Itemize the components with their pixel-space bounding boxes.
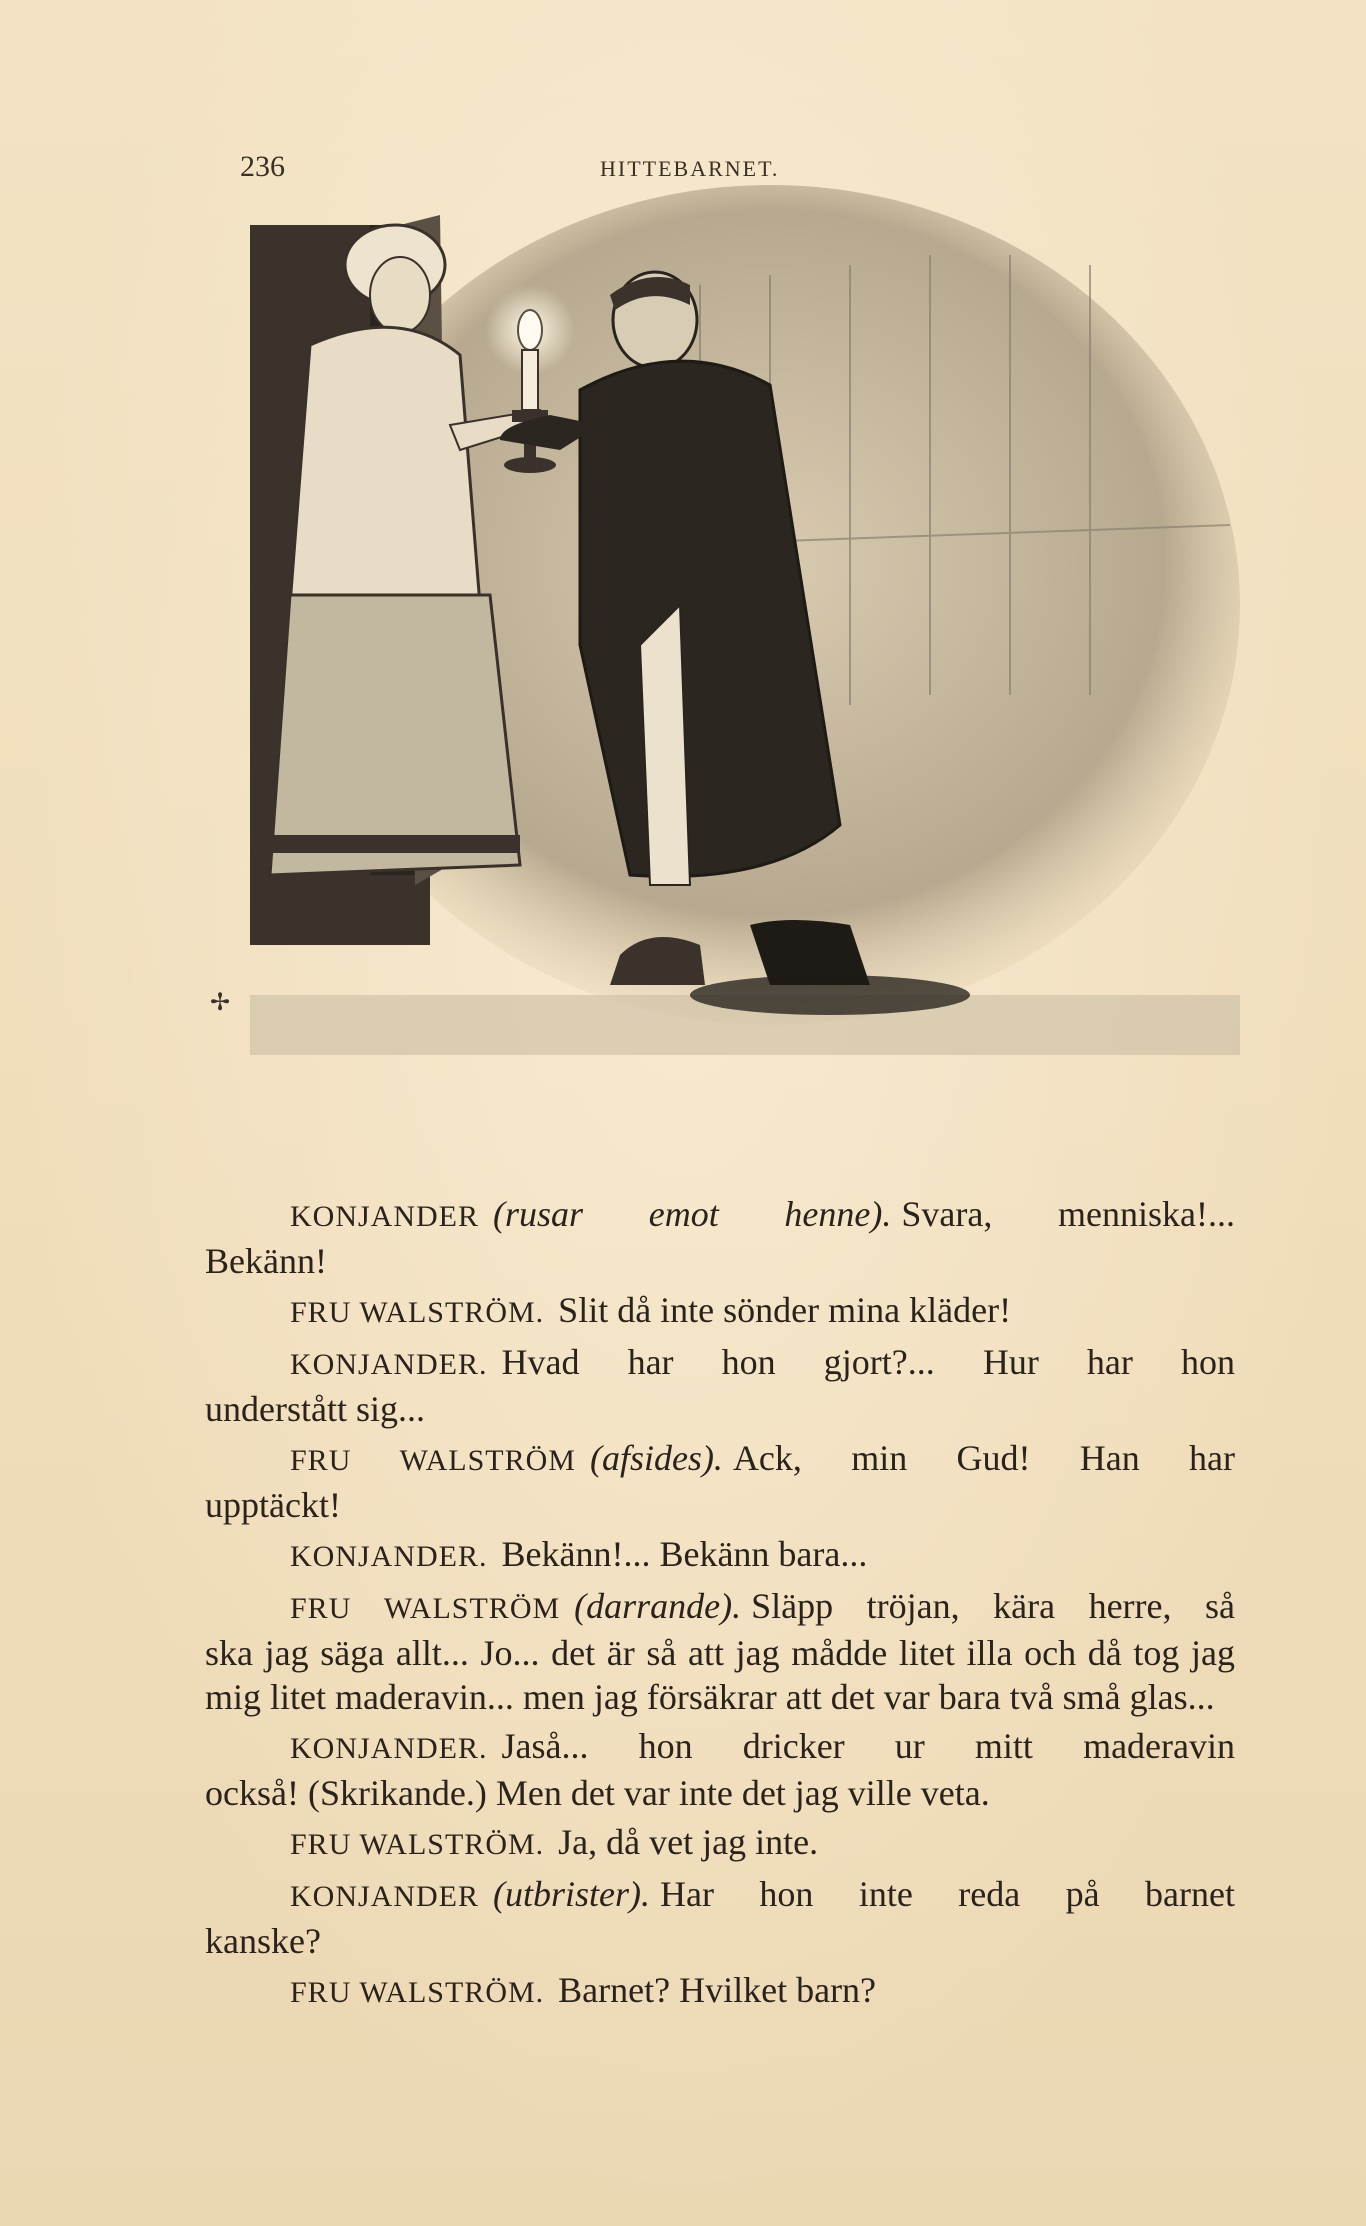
dialogue-continuation: Bekänn!: [205, 1241, 327, 1281]
etching-icon: [210, 225, 1240, 1110]
dialogue-paragraph: [205, 1872, 1235, 1963]
dialogue-first-line: [205, 1340, 1235, 1387]
speaker-name: FRU WALSTRÖM.: [290, 1976, 545, 2009]
dialogue-text: Ja, då vet jag inte.: [558, 1822, 819, 1862]
dialogue-continuation: också! (Skrikande.) Men det var inte det jag ville veta.: [205, 1773, 990, 1813]
dialogue-paragraph: [205, 1288, 1235, 1335]
dialogue-paragraph: [205, 1192, 1235, 1283]
illustration: [210, 225, 1240, 1110]
stage-direction: (afsides).: [589, 1438, 723, 1478]
speaker-name: KONJANDER: [290, 1880, 479, 1913]
dialogue-paragraph: [205, 1724, 1235, 1815]
dialogue-paragraph: [205, 1340, 1235, 1431]
dialogue-continuation: ska jag säga allt... Jo... det är så att jag mådde litet illa och då tog jag mig litet maderavin... men jag försäkrar att det var bara två små glas...: [205, 1633, 1235, 1717]
dialogue-text: Släpp tröjan, kära herre, så: [751, 1586, 1235, 1626]
speaker-name: FRU WALSTRÖM: [290, 1444, 576, 1477]
dialogue-text: Barnet? Hvilket barn?: [558, 1970, 877, 2010]
dialogue-text: Jaså... hon dricker ur mitt maderavin: [501, 1726, 1235, 1766]
dialogue-paragraph: [205, 1820, 1235, 1867]
dialogue-first-line: [205, 1436, 1235, 1483]
speaker-name: FRU WALSTRÖM: [290, 1592, 561, 1625]
running-head: HITTEBARNET.: [600, 156, 780, 181]
stage-direction: (rusar emot henne).: [493, 1194, 892, 1234]
dialogue-text: Ack, min Gud! Han har: [732, 1438, 1235, 1478]
dialogue-first-line: [205, 1968, 1235, 2015]
stage-direction: (utbrister).: [493, 1874, 650, 1914]
dialogue-first-line: [205, 1288, 1235, 1335]
page-number: 236: [240, 150, 285, 183]
page-header: [0, 150, 1366, 190]
speaker-name: FRU WALSTRÖM.: [290, 1828, 545, 1861]
artist-monogram: ✢: [210, 988, 231, 1016]
dialogue-paragraph: [205, 1584, 1235, 1719]
dialogue-continuation: upptäckt!: [205, 1485, 341, 1525]
dialogue-text: Slit då inte sönder mina kläder!: [558, 1290, 1012, 1330]
dialogue-first-line: [205, 1192, 1235, 1239]
speaker-name: KONJANDER.: [290, 1348, 488, 1381]
dialogue-text: Hvad har hon gjort?... Hur har hon: [501, 1342, 1235, 1382]
speaker-name: FRU WALSTRÖM.: [290, 1296, 545, 1329]
dialogue-paragraph: [205, 1532, 1235, 1579]
dialogue-first-line: [205, 1532, 1235, 1579]
dialogue-text: Bekänn!... Bekänn bara...: [501, 1534, 868, 1574]
dialogue-paragraph: [205, 1436, 1235, 1527]
dialogue-text: Svara, menniska!...: [901, 1194, 1235, 1234]
speaker-name: KONJANDER.: [290, 1540, 488, 1573]
dialogue-first-line: [205, 1584, 1235, 1631]
dialogue-continuation: understått sig...: [205, 1389, 425, 1429]
speaker-name: KONJANDER: [290, 1200, 479, 1233]
dialogue-text: Har hon inte reda på barnet: [660, 1874, 1235, 1914]
dialogue-first-line: [205, 1724, 1235, 1771]
dialogue-paragraph: [205, 1968, 1235, 2015]
dialogue-continuation: kanske?: [205, 1921, 321, 1961]
speaker-name: KONJANDER.: [290, 1732, 488, 1765]
dialogue-first-line: [205, 1872, 1235, 1919]
dialogue-first-line: [205, 1820, 1235, 1867]
stage-direction: (darrande).: [574, 1586, 742, 1626]
dialogue-text: [205, 1192, 1235, 2020]
